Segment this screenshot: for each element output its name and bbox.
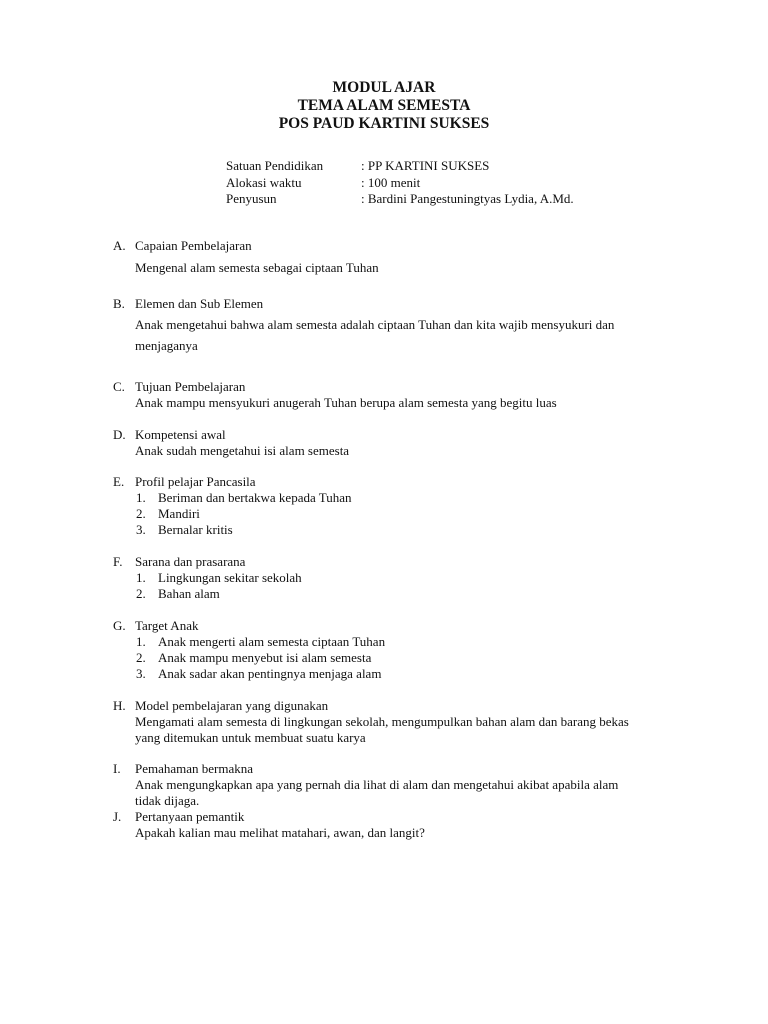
meta-label-satuan: Satuan Pendidikan	[226, 158, 324, 173]
meta-label-penyusun: Penyusun	[226, 191, 277, 206]
section-f-item-2-text: Bahan alam	[158, 586, 220, 601]
section-g-letter: G.	[113, 618, 126, 633]
section-g-item-2-text: Anak mampu menyebut isi alam semesta	[158, 650, 372, 665]
section-i-heading: Pemahaman bermakna	[135, 761, 254, 776]
section-d-heading: Kompetensi awal	[135, 427, 226, 442]
section-e-letter: E.	[113, 474, 125, 489]
section-a-letter: A.	[113, 238, 126, 253]
section-f-item-2-number: 2.	[136, 586, 146, 601]
document-subtitle-institution: POS PAUD KARTINI SUKSES	[278, 115, 490, 132]
section-d-body: Anak sudah mengetahui isi alam semesta	[135, 443, 350, 458]
section-e-item-3-text: Bernalar kritis	[158, 522, 233, 537]
section-e-item-3-number: 3.	[136, 522, 146, 537]
section-i-letter: I.	[113, 761, 121, 776]
section-a-body: Mengenal alam semesta sebagai ciptaan Tuhan	[135, 260, 379, 275]
section-d-letter: D.	[113, 427, 126, 442]
section-f-item-1-number: 1.	[136, 570, 146, 585]
section-g-item-3-text: Anak sadar akan pentingnya menjaga alam	[158, 666, 382, 681]
document-title: MODUL AJAR	[332, 79, 436, 96]
section-e-item-2-text: Mandiri	[158, 506, 200, 521]
section-e-item-1-number: 1.	[136, 490, 146, 505]
section-j-heading: Pertanyaan pemantik	[135, 809, 245, 824]
section-j-body: Apakah kalian mau melihat matahari, awan, dan langit?	[135, 825, 425, 840]
section-f-letter: F.	[113, 554, 123, 569]
section-e-item-2-number: 2.	[136, 506, 146, 521]
section-h-body-line2: yang ditemukan untuk membuat suatu karya	[135, 730, 366, 745]
section-g-item-1-text: Anak mengerti alam semesta ciptaan Tuhan	[158, 634, 386, 649]
section-g-item-3-number: 3.	[136, 666, 146, 681]
section-f-item-1-text: Lingkungan sekitar sekolah	[158, 570, 302, 585]
section-i-body-line2: tidak dijaga.	[135, 793, 200, 808]
section-j-letter: J.	[113, 809, 122, 824]
section-g-heading: Target Anak	[135, 618, 199, 633]
section-c-letter: C.	[113, 379, 125, 394]
section-i-body-line1: Anak mengungkapkan apa yang pernah dia lihat di alam dan mengetahui akibat apabila alam	[135, 777, 619, 792]
section-c-heading: Tujuan Pembelajaran	[135, 379, 246, 394]
section-f-heading: Sarana dan prasarana	[135, 554, 246, 569]
section-h-body-line1: Mengamati alam semesta di lingkungan sekolah, mengumpulkan bahan alam dan barang bekas	[135, 714, 629, 729]
section-b-body-line2: menjaganya	[135, 338, 198, 353]
meta-value-penyusun: : Bardini Pangestuningtyas Lydia, A.Md.	[361, 191, 574, 206]
section-e-item-1-text: Beriman dan bertakwa kepada Tuhan	[158, 490, 352, 505]
section-b-body-line1: Anak mengetahui bahwa alam semesta adalah ciptaan Tuhan dan kita wajib mensyukuri dan	[135, 317, 615, 332]
meta-value-alokasi: : 100 menit	[361, 175, 421, 190]
section-g-item-2-number: 2.	[136, 650, 146, 665]
section-a-heading: Capaian Pembelajaran	[135, 238, 252, 253]
section-e-heading: Profil pelajar Pancasila	[135, 474, 256, 489]
meta-label-alokasi: Alokasi waktu	[226, 175, 302, 190]
meta-value-satuan: : PP KARTINI SUKSES	[361, 158, 490, 173]
section-b-heading: Elemen dan Sub Elemen	[135, 296, 264, 311]
section-h-letter: H.	[113, 698, 126, 713]
document-subtitle-theme: TEMA ALAM SEMESTA	[297, 97, 471, 114]
section-g-item-1-number: 1.	[136, 634, 146, 649]
section-h-heading: Model pembelajaran yang digunakan	[135, 698, 329, 713]
section-c-body: Anak mampu mensyukuri anugerah Tuhan berupa alam semesta yang begitu luas	[135, 395, 557, 410]
section-b-letter: B.	[113, 296, 125, 311]
